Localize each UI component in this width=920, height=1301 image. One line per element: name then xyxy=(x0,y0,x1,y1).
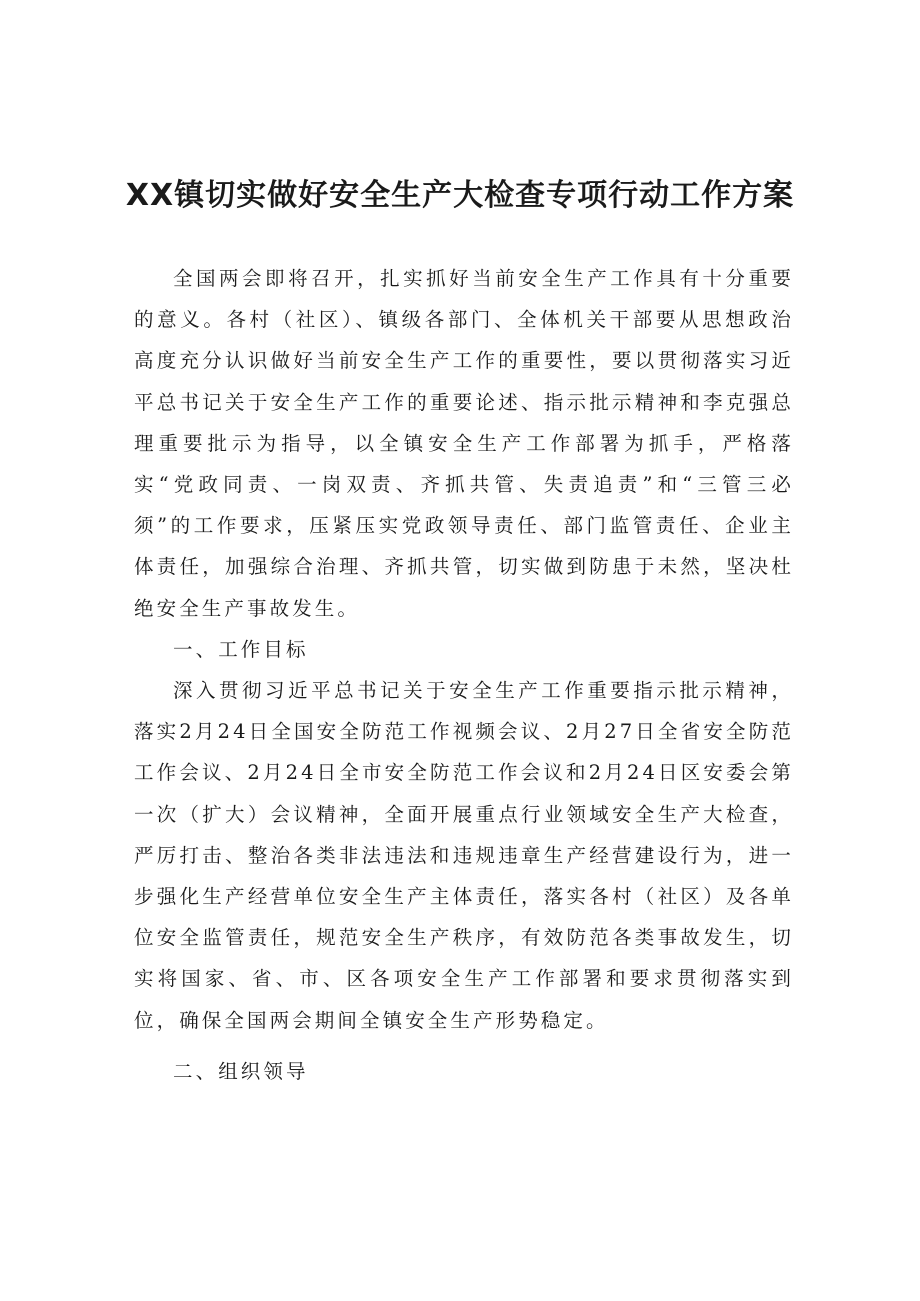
section-heading-goals: 一、工作目标 xyxy=(173,637,309,661)
document-body xyxy=(134,258,794,1092)
intro-paragraph: 全国两会即将召开，扎实抓好当前安全生产工作具有十分重要的意义。各村（社区）、镇级各部门、全体机关干部要从思想政治高度充分认识做好当前安全生产工作的重要性，要以贯彻落实习近平总书记关于安全生产工作的重要论述、指示批示精神和李克强总理重要批示为指导，以全镇安全生产工作部署为抓手，严格落实“党政同责、一岗双责、齐抓共管、失责追责”和“三管三必须”的工作要求，压紧压实党政领导责任、部门监管责任、企业主体责任，加强综合治理、齐抓共管，切实做到防患于未然，坚决杜绝安全生产事故发生。 xyxy=(134,267,794,620)
goals-paragraph: 深入贯彻习近平总书记关于安全生产工作重要指示批示精神，落实2月24日全国安全防范工作视频会议、2月27日全省安全防范工作会议、2月24日全市安全防范工作会议和2月24日区安委会第一次（扩大）会议精神，全面开展重点行业领域安全生产大检查，严厉打击、整治各类非法违法和违规违章生产经营建设行为，进一步强化生产经营单位安全生产主体责任，落实各村（社区）及各单位安全监管责任，规范安全生产秩序，有效防范各类事故发生，切实将国家、省、市、区各项安全生产工作部署和要求贯彻落实到位，确保全国两会期间全镇安全生产形势稳定。 xyxy=(134,679,794,1032)
document-title: XX镇切实做好安全生产大检查专项行动工作方案 xyxy=(125,178,795,213)
section-heading-organization: 二、组织领导 xyxy=(173,1059,309,1083)
